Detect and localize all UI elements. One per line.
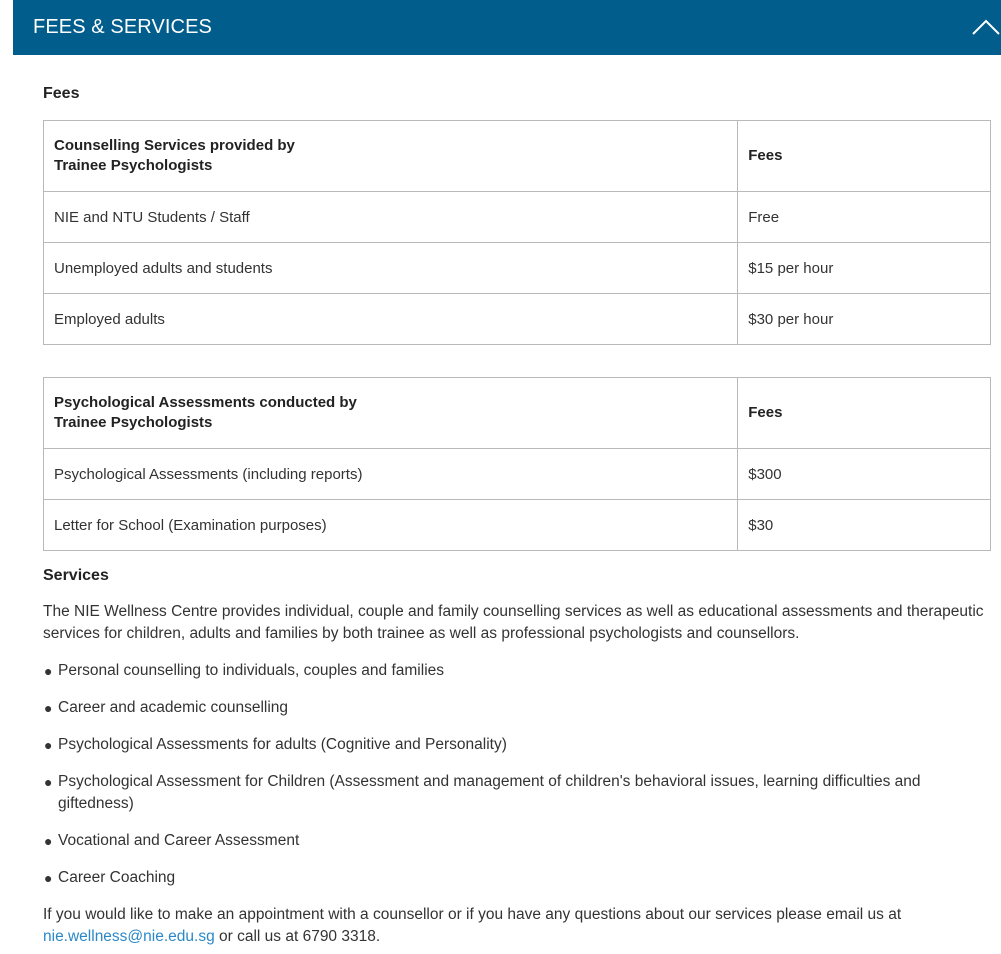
contact-paragraph [43, 904, 991, 948]
service-cell: Letter for School (Examination purposes) [44, 500, 738, 551]
fee-cell: $300 [738, 449, 991, 500]
service-cell: Unemployed adults and students [44, 243, 738, 294]
fees-heading: Fees [43, 85, 80, 102]
accordion-header-fees-services[interactable] [13, 0, 1001, 55]
email-link[interactable]: nie.wellness@nie.edu.sg [43, 928, 215, 945]
bullet-icon: ● [44, 700, 53, 716]
fee-cell: $30 [738, 500, 991, 551]
services-intro: The NIE Wellness Centre provides individual, couple and family counselling services as well as educational assessments and therapeutic services for children, adults and families by both trainee as well as professional psychologists and counsellors. [43, 603, 984, 642]
table-row [44, 449, 991, 500]
accordion-title: FEES & SERVICES [33, 16, 212, 38]
bullet-icon: ● [44, 774, 53, 790]
fee-cell: Free [738, 192, 991, 243]
table-header-fees: Fees [738, 121, 991, 192]
contact-prefix: If you would like to make an appointment with a counsellor or if you have any questions about our services please email us at [43, 906, 902, 923]
service-cell: Employed adults [44, 294, 738, 345]
chevron-up-icon[interactable] [971, 14, 1001, 40]
services-heading: Services [43, 567, 109, 584]
bullet-icon: ● [44, 833, 53, 849]
table-row [44, 192, 991, 243]
list-item: ● Personal counselling to individuals, couples and families [43, 660, 991, 682]
fee-cell: $30 per hour [738, 294, 991, 345]
service-cell: Psychological Assessments (including reports) [44, 449, 738, 500]
table-header-fees: Fees [738, 378, 991, 449]
list-item: ● Psychological Assessments for adults (Cognitive and Personality) [43, 734, 991, 756]
bullet-icon: ● [44, 737, 53, 753]
table-row [44, 294, 991, 345]
bullet-icon: ● [44, 870, 53, 886]
list-item: ● Vocational and Career Assessment [43, 830, 991, 852]
table-row [44, 243, 991, 294]
table-header-service: Psychological Assessments conducted by Trainee Psychologists [44, 378, 738, 449]
list-item: ● Psychological Assessment for Children (Assessment and management of children's behavioral issues, learning difficulties and giftedness) [44, 773, 921, 812]
fee-cell: $15 per hour [738, 243, 991, 294]
table-header-row [44, 378, 991, 449]
list-item: ● Career and academic counselling [43, 697, 991, 719]
assessment-fees-table [43, 377, 991, 551]
counselling-fees-table [43, 120, 991, 345]
services-list [43, 660, 991, 904]
contact-suffix: or call us at 6790 3318. [214, 928, 381, 945]
table-header-service: Counselling Services provided by Trainee Psychologists [44, 121, 738, 192]
bullet-icon: ● [44, 663, 53, 679]
table-header-row [44, 121, 991, 192]
list-item: ● Career Coaching [43, 867, 991, 889]
service-cell: NIE and NTU Students / Staff [44, 192, 738, 243]
table-row [44, 500, 991, 551]
